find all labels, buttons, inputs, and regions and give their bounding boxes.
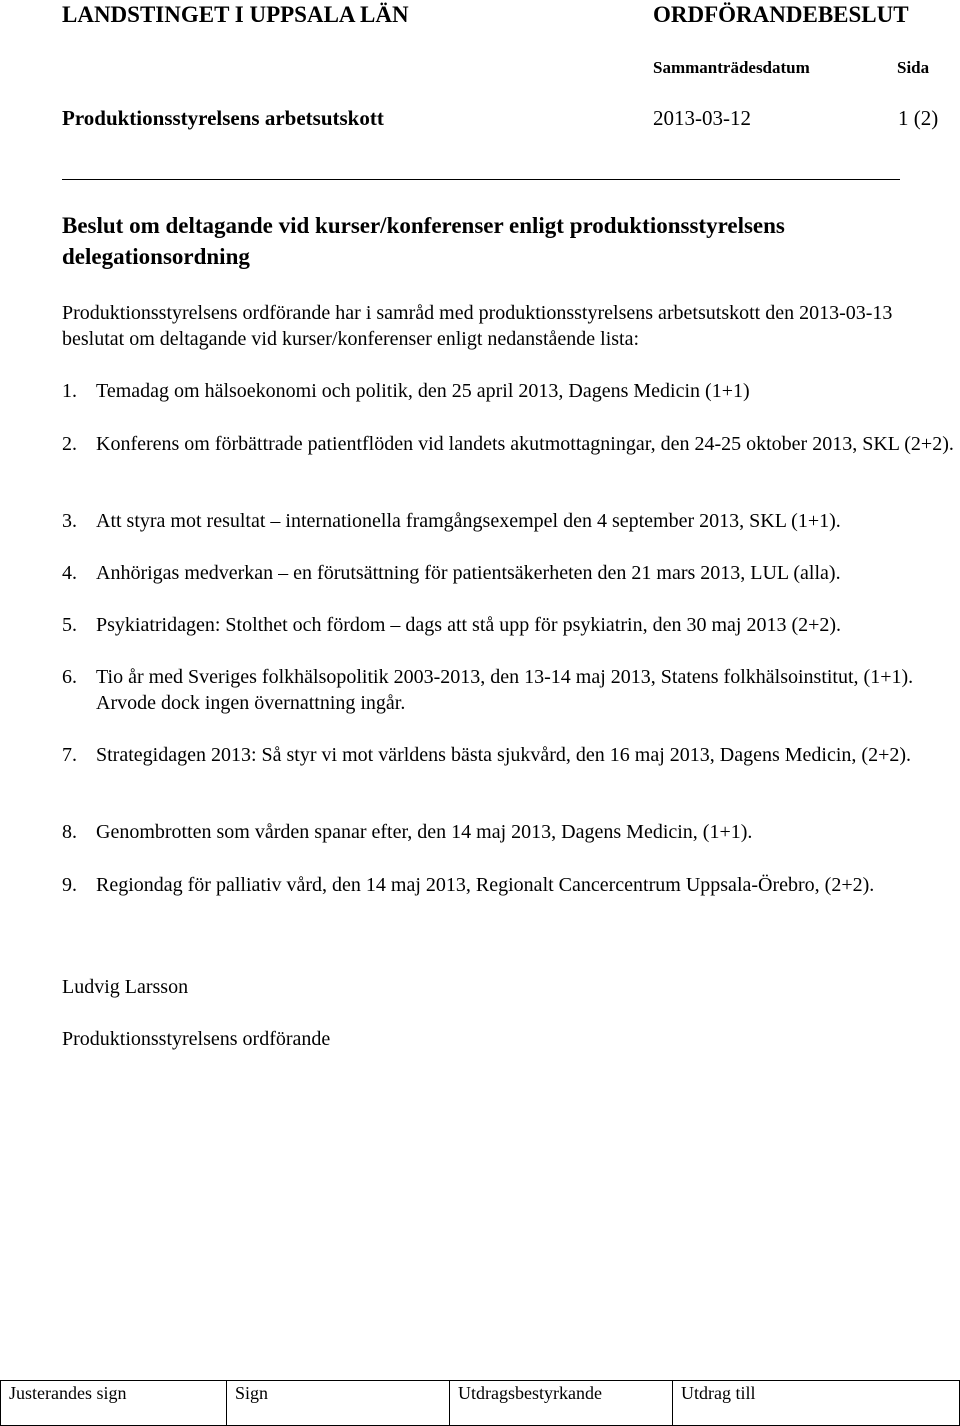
list-item-number: 1. xyxy=(62,380,77,402)
footer-cell-justerandes-sign: Justerandes sign xyxy=(1,1381,227,1426)
list-item-number: 9. xyxy=(62,874,77,896)
meeting-date: 2013-03-12 xyxy=(653,106,751,130)
meeting-date-label: Sammanträdesdatum xyxy=(653,58,810,77)
list-item xyxy=(62,431,960,457)
list-item xyxy=(62,378,960,404)
list-item-number: 7. xyxy=(62,744,77,766)
list-item-text: Regiondag för palliativ vård, den 14 maj 2013, Regionalt Cancercentrum Uppsala-Örebro, (2+2). xyxy=(96,874,875,896)
list-item-text: Tio år med Sveriges folkhälsopolitik 2003-2013, den 13-14 maj 2013, Statens folkhälsoinstitut, (1+1). Arvode dock ingen övernattning ingår. xyxy=(96,666,914,714)
list-item-text: Psykiatridagen: Stolthet och fördom – dags att stå upp för psykiatrin, den 30 maj 2013 (2+2). xyxy=(96,614,842,636)
list-item-text: Konferens om förbättrade patientflöden vid landets akutmottagningar, den 24-25 oktober 2013, SKL (2+2). xyxy=(96,433,954,455)
list-item-text: Strategidagen 2013: Så styr vi mot världens bästa sjukvård, den 16 maj 2013, Dagens Medicin, (2+2). xyxy=(96,744,912,766)
list-item-text: Genombrotten som vården spanar efter, den 14 maj 2013, Dagens Medicin, (1+1). xyxy=(96,821,753,843)
organization-name: LANDSTINGET I UPPSALA LÄN xyxy=(62,2,409,27)
footer-cell-utdrag-till: Utdrag till xyxy=(673,1381,960,1426)
list-item-number: 2. xyxy=(62,433,77,455)
list-item xyxy=(62,664,960,716)
list-item xyxy=(62,742,960,768)
list-item-number: 8. xyxy=(62,821,77,843)
page-label: Sida xyxy=(897,58,930,77)
list-item xyxy=(62,508,960,534)
signature-footer-table xyxy=(0,1380,960,1426)
signatory-role: Produktionsstyrelsens ordförande xyxy=(62,1028,331,1050)
committee-name: Produktionsstyrelsens arbetsutskott xyxy=(62,106,384,130)
intro-paragraph: Produktionsstyrelsens ordförande har i samråd med produktionsstyrelsens arbetsutskott den 2013-03-13 beslutat om deltagande vid kurser/konferenser enligt nedanstående lista: xyxy=(62,302,893,350)
signatory-name: Ludvig Larsson xyxy=(62,976,189,998)
footer-cell-utdragsbestyrkande: Utdragsbestyrkande xyxy=(450,1381,673,1426)
footer-cell-sign: Sign xyxy=(227,1381,450,1426)
list-item-number: 6. xyxy=(62,666,77,688)
list-item xyxy=(62,872,960,898)
document-title: Beslut om deltagande vid kurser/konferenser enligt produktionsstyrelsens delegationsordning xyxy=(62,213,785,269)
document-type: ORDFÖRANDEBESLUT xyxy=(653,2,909,27)
list-item-text: Att styra mot resultat – internationella framgångsexempel den 4 september 2013, SKL (1+1). xyxy=(96,510,841,532)
header-separator xyxy=(62,179,900,180)
list-item xyxy=(62,560,960,586)
list-item-number: 4. xyxy=(62,562,77,584)
list-item-number: 5. xyxy=(62,614,77,636)
list-item xyxy=(62,612,960,638)
list-item-text: Anhörigas medverkan – en förutsättning för patientsäkerheten den 21 mars 2013, LUL (alla). xyxy=(96,562,841,584)
list-item xyxy=(62,819,960,845)
list-item-number: 3. xyxy=(62,510,77,532)
list-item-text: Temadag om hälsoekonomi och politik, den 25 april 2013, Dagens Medicin (1+1) xyxy=(96,380,750,402)
page-number: 1 (2) xyxy=(898,106,939,130)
